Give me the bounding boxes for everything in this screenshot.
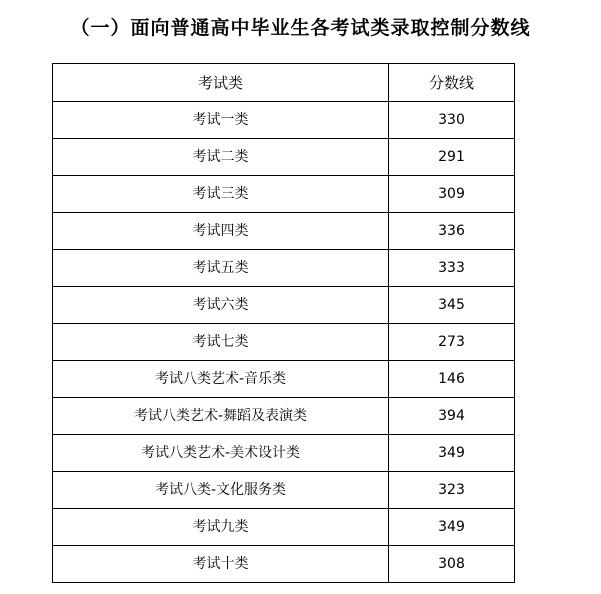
table-row: [53, 287, 515, 324]
category-cell: 考试一类: [53, 102, 389, 139]
column-header-category: 考试类: [53, 64, 389, 102]
score-cell: 146: [389, 361, 515, 398]
table-row: [53, 546, 515, 583]
category-cell: 考试四类: [53, 213, 389, 250]
category-cell: 考试八类艺术-音乐类: [53, 361, 389, 398]
table-row: [53, 213, 515, 250]
category-cell: 考试五类: [53, 250, 389, 287]
table-row: [53, 324, 515, 361]
score-cell: 309: [389, 176, 515, 213]
column-header-score: 分数线: [389, 64, 515, 102]
table-row: [53, 176, 515, 213]
score-cell: 291: [389, 139, 515, 176]
category-cell: 考试七类: [53, 324, 389, 361]
table-row: [53, 472, 515, 509]
score-table: [52, 63, 515, 583]
score-cell: 323: [389, 472, 515, 509]
table-row: [53, 102, 515, 139]
category-cell: 考试九类: [53, 509, 389, 546]
table-row: [53, 509, 515, 546]
score-cell: 330: [389, 102, 515, 139]
table-row: [53, 139, 515, 176]
category-cell: 考试十类: [53, 546, 389, 583]
table-row: [53, 250, 515, 287]
table-row: [53, 361, 515, 398]
score-cell: 349: [389, 435, 515, 472]
score-cell: 349: [389, 509, 515, 546]
score-cell: 333: [389, 250, 515, 287]
score-cell: 345: [389, 287, 515, 324]
category-cell: 考试二类: [53, 139, 389, 176]
category-cell: 考试六类: [53, 287, 389, 324]
score-cell: 394: [389, 398, 515, 435]
score-cell: 273: [389, 324, 515, 361]
category-cell: 考试八类-文化服务类: [53, 472, 389, 509]
table-row: [53, 435, 515, 472]
table-row: [53, 398, 515, 435]
category-cell: 考试八类艺术-美术设计类: [53, 435, 389, 472]
category-cell: 考试八类艺术-舞蹈及表演类: [53, 398, 389, 435]
table-header-row: [53, 64, 515, 102]
category-cell: 考试三类: [53, 176, 389, 213]
score-cell: 336: [389, 213, 515, 250]
page-title: （一）面向普通高中毕业生各考试类录取控制分数线: [70, 17, 531, 39]
score-cell: 308: [389, 546, 515, 583]
